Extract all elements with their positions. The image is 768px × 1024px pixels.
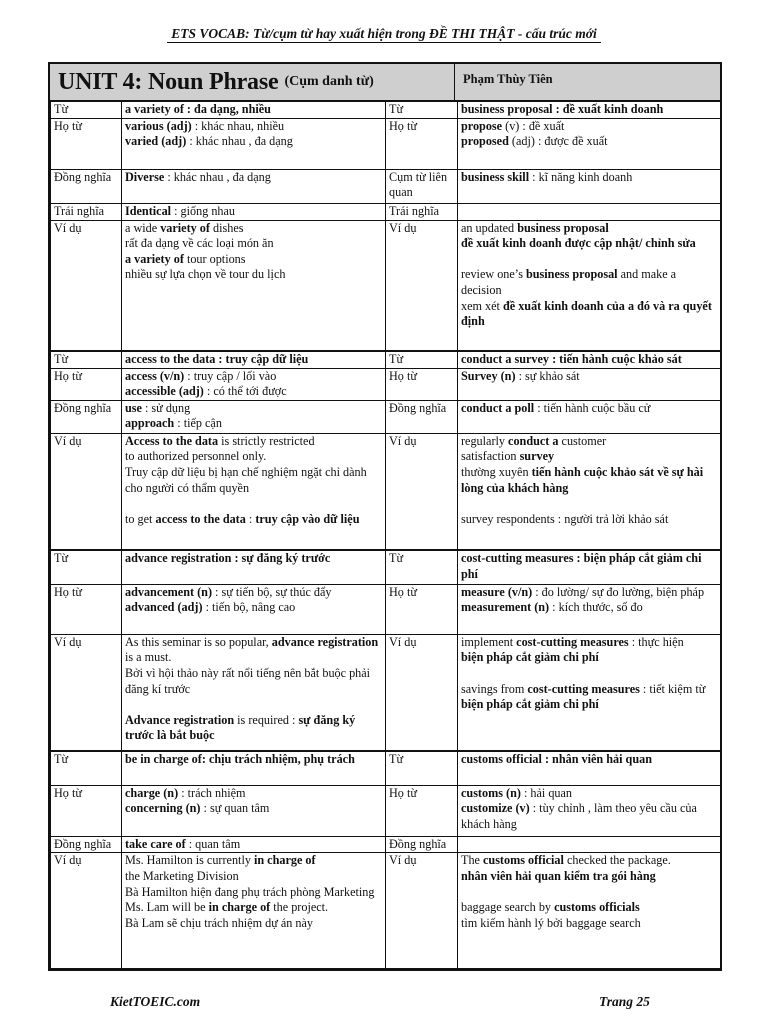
row-label-right: Từ	[386, 351, 458, 368]
row-label-right: Cụm từ liên quan	[386, 169, 458, 203]
row-label-right: Ví dụ	[386, 853, 458, 969]
content-line	[461, 221, 718, 237]
content-line	[461, 236, 718, 252]
row-content-right	[458, 220, 721, 351]
row-content-left	[122, 351, 386, 368]
vocab-table-body	[51, 102, 721, 969]
bold-term: conduct a poll	[461, 400, 535, 415]
content-line	[125, 449, 383, 465]
row-content-right	[458, 550, 721, 584]
content-line	[461, 352, 718, 368]
text-run: tour options	[183, 251, 246, 266]
text-run: Ms. Lam will be	[125, 900, 209, 915]
row-label-left: Từ	[51, 102, 122, 118]
bold-term: accessible (adj)	[125, 384, 204, 399]
row-content-right	[458, 203, 721, 220]
content-line	[461, 600, 718, 616]
content-line	[125, 236, 383, 252]
table-row	[51, 102, 721, 118]
text-run: nhiều sự lựa chọn về tour du lịch	[125, 267, 286, 282]
text-run: to authorized personnel only.	[125, 449, 267, 464]
content-line	[461, 585, 718, 601]
row-content-left	[122, 584, 386, 634]
bold-term: cost-cutting measures	[527, 681, 640, 696]
content-line	[125, 434, 383, 450]
content-line	[461, 752, 718, 768]
bold-term: be in charge of: chịu trách nhiệm, phụ trách	[125, 752, 355, 767]
row-label-left: Ví dụ	[51, 220, 122, 351]
row-content-right	[458, 169, 721, 203]
unit-title-cell	[50, 64, 455, 100]
table-row	[51, 634, 721, 751]
blank-line	[125, 697, 383, 713]
content-line	[461, 635, 718, 651]
text-run: : tiến hành cuộc bầu cử	[534, 400, 651, 415]
bold-term: survey	[519, 449, 555, 464]
content-line	[125, 204, 383, 220]
text-run: rất đa dạng về các loại món ăn	[125, 236, 274, 251]
text-run: As this seminar is so popular,	[125, 634, 272, 649]
bold-term: advanced (adj)	[125, 600, 203, 615]
bold-term: access to the data : truy cập dữ liệu	[125, 352, 309, 367]
bold-term: in charge of	[253, 853, 316, 868]
row-content-left	[122, 400, 386, 433]
row-label-right: Họ từ	[386, 785, 458, 836]
content-line	[461, 853, 718, 869]
table-row	[51, 584, 721, 634]
content-line	[461, 512, 718, 528]
bold-term: cost-cutting measures : biện pháp cắt giảm chi phí	[461, 551, 702, 581]
text-run: : khác nhau , đa dạng	[186, 134, 293, 149]
text-run: an updated	[461, 220, 518, 235]
table-row	[51, 220, 721, 351]
row-content-right	[458, 102, 721, 118]
content-line	[125, 916, 383, 932]
text-run: :	[245, 511, 256, 526]
bold-term: business proposal	[525, 267, 618, 282]
content-line	[125, 170, 383, 186]
bold-term: advance registration : sự đăng ký trước	[125, 551, 331, 566]
content-line	[125, 252, 383, 268]
row-content-left	[122, 203, 386, 220]
row-content-left	[122, 751, 386, 785]
bold-term: tiến hành cuộc khảo sát về sự hài lòng của khách hàng	[461, 465, 704, 495]
text-run: satisfaction	[461, 449, 520, 464]
text-run: : kích thước, số đo	[549, 600, 643, 615]
content-line	[125, 384, 383, 400]
row-label-left: Từ	[51, 751, 122, 785]
bold-term: propose	[461, 118, 503, 133]
blank-line	[461, 885, 718, 901]
text-run: : sự khảo sát	[515, 368, 580, 383]
footer-site: KietTOEIC.com	[110, 994, 201, 1009]
content-line	[125, 869, 383, 885]
table-row	[51, 169, 721, 203]
content-line	[125, 267, 383, 283]
bold-term: in charge of	[208, 900, 271, 915]
bold-term: nhân viên hải quan kiểm tra gói hàng	[461, 869, 656, 884]
table-row	[51, 836, 721, 853]
row-label-right: Từ	[386, 102, 458, 118]
row-label-right: Từ	[386, 751, 458, 785]
row-content-left	[122, 634, 386, 751]
text-run: survey respondents : người trả lời khảo sát	[461, 511, 669, 526]
row-label-left: Từ	[51, 351, 122, 368]
row-label-right: Đồng nghĩa	[386, 836, 458, 853]
bold-term: Diverse	[125, 169, 165, 184]
vocab-table	[50, 102, 721, 969]
text-run: xem xét	[461, 298, 503, 313]
bold-term: Survey (n)	[461, 368, 516, 383]
footer-page-number: Trang 25	[599, 994, 650, 1009]
text-run: to get	[125, 511, 156, 526]
author-name: Phạm Thùy Tiên	[455, 64, 720, 100]
unit-header	[50, 64, 720, 102]
content-line	[125, 512, 383, 528]
content-line	[125, 837, 383, 853]
row-content-right	[458, 853, 721, 969]
text-run: thường xuyên	[461, 465, 532, 480]
row-content-left	[122, 836, 386, 853]
row-label-left: Trái nghĩa	[51, 203, 122, 220]
text-run: is strictly restricted	[218, 433, 315, 448]
content-line	[125, 221, 383, 237]
row-label-left: Đồng nghĩa	[51, 400, 122, 433]
table-row	[51, 853, 721, 969]
table-row	[51, 785, 721, 836]
table-row	[51, 433, 721, 550]
bold-term: take care of	[125, 836, 186, 851]
row-content-right	[458, 584, 721, 634]
bold-term: Advance registration	[125, 712, 235, 727]
bold-term: Access to the data	[125, 433, 219, 448]
blank-line	[125, 496, 383, 512]
row-content-right	[458, 351, 721, 368]
row-label-right: Đồng nghĩa	[386, 400, 458, 433]
text-run: : sự quan tâm	[200, 801, 270, 816]
unit-title: UNIT 4: Noun Phrase	[58, 68, 279, 95]
text-run: : trách nhiệm	[178, 785, 246, 800]
content-line	[461, 465, 718, 496]
row-label-right: Ví dụ	[386, 634, 458, 751]
row-content-right	[458, 368, 721, 400]
content-line	[125, 352, 383, 368]
bold-term: business skill	[461, 169, 530, 184]
bold-term: sự đăng ký trước là bắt buộc	[125, 712, 356, 743]
content-line	[461, 170, 718, 186]
text-run: and make a decision	[461, 267, 677, 297]
content-line	[125, 600, 383, 616]
content-line	[461, 869, 718, 885]
row-content-left	[122, 169, 386, 203]
bold-term: customs official : nhân viên hải quan	[461, 752, 652, 767]
bold-term: customs (n)	[461, 785, 521, 800]
text-run: : quan tâm	[185, 836, 241, 851]
content-line	[125, 853, 383, 869]
blank-line	[461, 666, 718, 682]
row-label-left: Họ từ	[51, 785, 122, 836]
row-label-right: Họ từ	[386, 584, 458, 634]
row-label-right: Họ từ	[386, 118, 458, 169]
row-label-left: Họ từ	[51, 118, 122, 169]
content-line	[125, 635, 383, 666]
blank-line	[461, 252, 718, 268]
content-line	[461, 650, 718, 666]
text-run: : tiến bộ, nâng cao	[202, 600, 296, 615]
row-content-left	[122, 102, 386, 118]
bold-term: conduct a	[508, 433, 559, 448]
bold-term: various (adj)	[125, 118, 192, 133]
bold-term: truy cập vào dữ liệu	[255, 511, 360, 526]
content-line	[461, 786, 718, 802]
content-line	[125, 416, 383, 432]
row-content-left	[122, 368, 386, 400]
blank-line	[461, 496, 718, 512]
bold-term: a variety of : đa dạng, nhiều	[125, 102, 271, 116]
bold-term: customs officials	[554, 900, 640, 915]
content-line	[125, 551, 383, 567]
document-title	[0, 26, 768, 42]
text-run: a wide	[125, 220, 161, 235]
table-row	[51, 118, 721, 169]
content-line	[461, 682, 718, 713]
bold-term: đề xuất kinh doanh được cập nhật/ chỉnh sửa	[461, 236, 696, 251]
text-run: checked the package.	[563, 853, 671, 868]
row-label-left: Đồng nghĩa	[51, 836, 122, 853]
row-content-left	[122, 118, 386, 169]
text-run: implement	[461, 634, 517, 649]
content-line	[461, 401, 718, 417]
bold-term: access to the data	[155, 511, 246, 526]
row-label-left: Họ từ	[51, 368, 122, 400]
table-row	[51, 751, 721, 785]
text-run: is a must.	[125, 650, 172, 665]
text-run: : kĩ năng kinh doanh	[529, 169, 633, 184]
row-content-right	[458, 751, 721, 785]
table-row	[51, 368, 721, 400]
text-run: Bởi vì hội thảo này rất nổi tiếng nên bắt buộc phải đăng kí trước	[125, 666, 371, 696]
text-run: : khác nhau , đa dạng	[164, 169, 271, 184]
text-run: customer	[558, 433, 607, 448]
row-label-right: Họ từ	[386, 368, 458, 400]
text-run: the Marketing Division	[125, 869, 239, 884]
row-content-left	[122, 550, 386, 584]
text-run: : giống nhau	[171, 203, 236, 218]
content-line	[461, 102, 718, 118]
row-label-right: Ví dụ	[386, 433, 458, 550]
text-run: : thực hiện	[628, 634, 684, 649]
row-label-left: Ví dụ	[51, 634, 122, 751]
content-line	[461, 267, 718, 298]
bold-term: customs official	[483, 853, 564, 868]
text-run: : truy cập / lối vào	[184, 368, 277, 383]
content-line	[461, 916, 718, 932]
bold-term: a variety of	[125, 251, 184, 266]
bold-term: varied (adj)	[125, 134, 187, 149]
content-line	[461, 299, 718, 330]
row-content-left	[122, 785, 386, 836]
text-run: (v) : đề xuất	[502, 118, 565, 133]
row-label-left: Từ	[51, 550, 122, 584]
row-label-left: Đồng nghĩa	[51, 169, 122, 203]
bold-term: charge (n)	[125, 785, 179, 800]
text-run: review one’s	[461, 267, 526, 282]
text-run: (adj) : được đề xuất	[508, 134, 608, 149]
bold-term: concerning (n)	[125, 801, 201, 816]
bold-term: customize (v)	[461, 801, 530, 816]
bold-term: biện pháp cắt giảm chi phí	[461, 650, 599, 665]
bold-term: proposed	[461, 134, 509, 149]
bold-term: advance registration	[271, 634, 379, 649]
row-content-right	[458, 433, 721, 550]
content-line	[461, 369, 718, 385]
text-run: : đo lường/ sự đo lường, biện pháp	[532, 584, 705, 599]
content-line	[125, 119, 383, 135]
bold-term: measurement (n)	[461, 600, 550, 615]
text-run: : tiết kiệm từ	[639, 681, 706, 696]
bold-term: use	[125, 400, 142, 415]
text-run: : hải quan	[520, 785, 573, 800]
content-line	[125, 666, 383, 697]
row-content-right	[458, 836, 721, 853]
text-run: savings from	[461, 681, 528, 696]
vocab-sheet	[48, 62, 722, 971]
table-row	[51, 550, 721, 584]
text-run: The	[461, 853, 483, 868]
text-run: Ms. Hamilton is currently	[125, 853, 254, 868]
bold-term: approach	[125, 416, 175, 431]
bold-term: access (v/n)	[125, 368, 185, 383]
content-line	[461, 801, 718, 832]
text-run: is required :	[234, 712, 299, 727]
content-line	[461, 134, 718, 150]
content-line	[125, 401, 383, 417]
row-content-right	[458, 785, 721, 836]
text-run: : khác nhau, nhiều	[191, 118, 285, 133]
bold-term: variety of	[160, 220, 210, 235]
row-content-right	[458, 118, 721, 169]
unit-subtitle: (Cụm danh từ)	[284, 74, 374, 89]
content-line	[125, 786, 383, 802]
row-label-right: Từ	[386, 550, 458, 584]
table-row	[51, 400, 721, 433]
row-label-left: Ví dụ	[51, 433, 122, 550]
text-run: : tùy chỉnh , làm theo yêu cầu của khách hàng	[461, 801, 697, 832]
content-line	[125, 102, 383, 118]
text-run: : tiếp cận	[174, 416, 222, 431]
bold-term: business proposal	[517, 220, 609, 235]
text-run: Bà Lam sẽ chịu trách nhiệm dự án này	[125, 915, 314, 930]
row-content-left	[122, 433, 386, 550]
row-label-left: Ví dụ	[51, 853, 122, 969]
row-content-right	[458, 634, 721, 751]
content-line	[125, 752, 383, 768]
content-line	[125, 713, 383, 744]
content-line	[125, 801, 383, 817]
content-line	[461, 434, 718, 450]
bold-term: cost-cutting measures	[516, 634, 629, 649]
bold-term: advancement (n)	[125, 584, 212, 599]
bold-term: measure (v/n)	[461, 584, 533, 599]
bold-term: Identical	[125, 203, 172, 218]
table-row	[51, 351, 721, 368]
bold-term: đề xuất kinh doanh của a đó và ra quyết định	[461, 298, 712, 329]
content-line	[461, 119, 718, 135]
bold-term: conduct a survey : tiến hành cuộc khảo sát	[461, 352, 682, 367]
text-run: dishes	[209, 220, 244, 235]
content-line	[125, 885, 383, 901]
text-run: : sự tiến bộ, sự thúc đẩy	[212, 584, 332, 599]
text-run: baggage search by	[461, 900, 555, 915]
row-label-left: Họ từ	[51, 584, 122, 634]
content-line	[125, 585, 383, 601]
content-line	[125, 900, 383, 916]
content-line	[461, 551, 718, 582]
text-run: regularly	[461, 433, 509, 448]
document-title-text: ETS VOCAB: Từ/cụm từ hay xuất hiện trong ĐỀ THI THẬT - cấu trúc mới	[167, 26, 600, 43]
row-label-right: Trái nghĩa	[386, 203, 458, 220]
text-run: : sử dụng	[141, 400, 191, 415]
bold-term: biện pháp cắt giảm chi phí	[461, 697, 599, 712]
row-content-left	[122, 220, 386, 351]
bold-term: business proposal : đề xuất kinh doanh	[461, 102, 664, 116]
content-line	[125, 369, 383, 385]
text-run: Bà Hamilton hiện đang phụ trách phòng Marketing	[125, 884, 375, 899]
text-run: the project.	[270, 900, 329, 915]
row-content-right	[458, 400, 721, 433]
table-row	[51, 203, 721, 220]
content-line	[125, 465, 383, 496]
text-run: Truy cập dữ liệu bị hạn chế nghiệm ngặt chỉ dành cho người có thẩm quyền	[125, 465, 367, 495]
row-content-left	[122, 853, 386, 969]
content-line	[125, 134, 383, 150]
text-run: : có thể tới được	[203, 384, 287, 399]
row-label-right: Ví dụ	[386, 220, 458, 351]
text-run: tìm kiếm hành lý bởi baggage search	[461, 915, 641, 930]
content-line	[461, 449, 718, 465]
content-line	[461, 900, 718, 916]
